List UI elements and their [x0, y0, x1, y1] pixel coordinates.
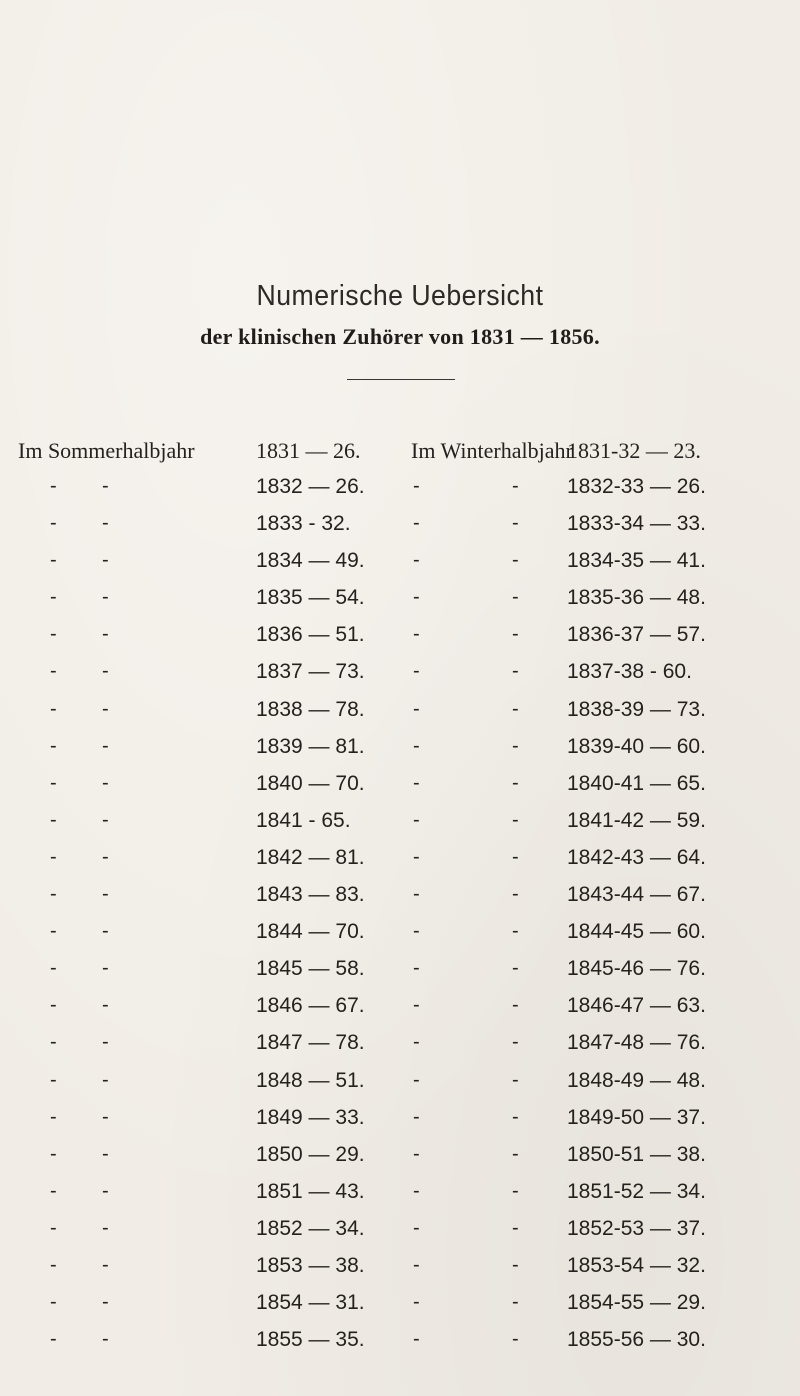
ditto-mark: -	[102, 1328, 109, 1351]
winter-entry: 1833-34 — 33.	[567, 512, 706, 536]
page-title: Numerische Uebersicht	[256, 280, 544, 312]
winter-entry: 1841-42 — 59.	[567, 808, 706, 832]
winter-label: Im Winterhalbjahr	[411, 438, 573, 463]
page-subtitle: der klinischen Zuhörer von 1831 — 1856.	[200, 324, 600, 349]
summer-entry: 1843 — 83.	[256, 883, 365, 907]
ditto-mark: -	[512, 1142, 519, 1165]
ditto-mark: -	[102, 1105, 109, 1128]
ditto-mark: -	[512, 1291, 519, 1314]
summer-entry: 1846 — 67.	[256, 994, 365, 1018]
ditto-mark: -	[50, 957, 57, 980]
ditto-mark: -	[102, 1142, 109, 1165]
ditto-mark: -	[102, 549, 109, 572]
ditto-mark: -	[50, 623, 57, 646]
summer-entry: 1836 — 51.	[256, 623, 365, 647]
ditto-mark: -	[50, 512, 57, 535]
table-row	[0, 1180, 800, 1217]
ditto-mark: -	[102, 1253, 109, 1276]
ditto-mark: -	[102, 1179, 109, 1202]
summer-entry: 1848 — 51.	[256, 1068, 365, 1092]
winter-entry: 1852-53 — 37.	[567, 1216, 706, 1240]
ditto-mark: -	[50, 549, 57, 572]
ditto-mark: -	[50, 1031, 57, 1054]
ditto-mark: -	[512, 1179, 519, 1202]
ditto-mark: -	[413, 660, 420, 683]
table-row	[0, 475, 800, 512]
ditto-mark: -	[512, 512, 519, 535]
ditto-mark: -	[102, 1031, 109, 1054]
table-row	[0, 1106, 800, 1143]
table-row	[0, 1143, 800, 1180]
ditto-mark: -	[50, 1253, 57, 1276]
ditto-mark: -	[413, 1328, 420, 1351]
table-row	[0, 772, 800, 809]
summer-entry: 1847 — 78.	[256, 1031, 365, 1055]
ditto-mark: -	[50, 1216, 57, 1239]
summer-entry: 1832 — 26.	[256, 475, 365, 498]
ditto-mark: -	[413, 771, 420, 794]
summer-entry: 1852 — 34.	[256, 1216, 365, 1240]
ditto-mark: -	[512, 1328, 519, 1351]
summer-entry: 1845 — 58.	[256, 957, 365, 981]
winter-entry: 1846-47 — 63.	[567, 994, 706, 1018]
ditto-mark: -	[50, 660, 57, 683]
winter-entry: 1854-55 — 29.	[567, 1291, 706, 1315]
table-row	[0, 1291, 800, 1328]
winter-entry: 1848-49 — 48.	[567, 1068, 706, 1092]
ditto-mark: -	[512, 883, 519, 906]
ditto-mark: -	[50, 1291, 57, 1314]
summer-entry: 1842 — 81.	[256, 845, 365, 869]
winter-entry: 1842-43 — 64.	[567, 845, 706, 869]
ditto-mark: -	[512, 845, 519, 868]
ditto-mark: -	[50, 883, 57, 906]
table-row	[0, 957, 800, 994]
ditto-mark: -	[413, 1068, 420, 1091]
ditto-mark: -	[50, 586, 57, 609]
ditto-mark: -	[102, 697, 109, 720]
table-row	[0, 1069, 800, 1106]
ditto-mark: -	[413, 512, 420, 535]
summer-entry: 1850 — 29.	[256, 1142, 365, 1166]
table-row	[0, 735, 800, 772]
ditto-mark: -	[413, 586, 420, 609]
table-row	[0, 1031, 800, 1068]
summer-entry: 1839 — 81.	[256, 734, 365, 758]
ditto-mark: -	[413, 808, 420, 831]
ditto-mark: -	[512, 1253, 519, 1276]
ditto-mark: -	[413, 1291, 420, 1314]
ditto-mark: -	[512, 1216, 519, 1239]
winter-entry: 1832-33 — 26.	[567, 475, 706, 498]
summer-entry: 1837 — 73.	[256, 660, 365, 684]
ditto-mark: -	[50, 697, 57, 720]
winter-entry: 1834-35 — 41.	[567, 549, 706, 573]
ditto-mark: -	[512, 660, 519, 683]
winter-entry: 1851-52 — 34.	[567, 1179, 706, 1203]
winter-entry: 1845-46 — 76.	[567, 957, 706, 981]
title-divider	[347, 379, 455, 380]
winter-entry: 1835-36 — 48.	[567, 586, 706, 610]
winter-entry: 1837-38 - 60.	[567, 660, 692, 684]
winter-entry: 1847-48 — 76.	[567, 1031, 706, 1055]
ditto-mark: -	[512, 623, 519, 646]
table-row	[0, 512, 800, 549]
winter-entry: 1844-45 — 60.	[567, 920, 706, 944]
summer-entry: 1835 — 54.	[256, 586, 365, 610]
winter-entry: 1855-56 — 30.	[567, 1328, 706, 1352]
table-row	[0, 586, 800, 623]
summer-entry: 1855 — 35.	[256, 1328, 365, 1352]
ditto-mark: -	[413, 1105, 420, 1128]
ditto-mark: -	[102, 660, 109, 683]
ditto-mark: -	[512, 697, 519, 720]
table-row	[0, 698, 800, 735]
table-row	[0, 883, 800, 920]
ditto-mark: -	[512, 771, 519, 794]
ditto-mark: -	[102, 920, 109, 943]
ditto-mark: -	[102, 1216, 109, 1239]
summer-entry: 1833 - 32.	[256, 512, 351, 536]
winter-entry: 1836-37 — 57.	[567, 623, 706, 647]
summer-entry: 1838 — 78.	[256, 697, 365, 721]
ditto-mark: -	[413, 845, 420, 868]
ditto-mark: -	[50, 1105, 57, 1128]
ditto-mark: -	[512, 586, 519, 609]
ditto-mark: -	[512, 994, 519, 1017]
ditto-mark: -	[102, 957, 109, 980]
winter-entry: 1853-54 — 32.	[567, 1253, 706, 1277]
ditto-mark: -	[102, 994, 109, 1017]
summer-entry: 1851 — 43.	[256, 1179, 365, 1203]
ditto-mark: -	[413, 1142, 420, 1165]
ditto-mark: -	[413, 994, 420, 1017]
table-row	[0, 623, 800, 660]
ditto-mark: -	[50, 1179, 57, 1202]
ditto-mark: -	[50, 1142, 57, 1165]
summer-entry: 1844 — 70.	[256, 920, 365, 944]
ditto-mark: -	[512, 1105, 519, 1128]
ditto-mark: -	[413, 1179, 420, 1202]
ditto-mark: -	[102, 883, 109, 906]
winter-first-entry: 1831-32 — 23.	[567, 438, 701, 463]
summer-entry: 1853 — 38.	[256, 1253, 365, 1277]
winter-entry: 1838-39 — 73.	[567, 697, 706, 721]
ditto-mark: -	[50, 808, 57, 831]
table-row	[0, 1254, 800, 1291]
ditto-mark: -	[413, 1031, 420, 1054]
ditto-mark: -	[512, 920, 519, 943]
ditto-mark: -	[50, 1068, 57, 1091]
ditto-mark: -	[413, 734, 420, 757]
ditto-mark: -	[102, 1068, 109, 1091]
ditto-mark: -	[50, 734, 57, 757]
ditto-mark: -	[512, 957, 519, 980]
winter-entry: 1839-40 — 60.	[567, 734, 706, 758]
table-row	[0, 846, 800, 883]
ditto-mark: -	[413, 475, 420, 497]
ditto-mark: -	[413, 920, 420, 943]
ditto-mark: -	[413, 883, 420, 906]
ditto-mark: -	[102, 586, 109, 609]
summer-first-entry: 1831 — 26.	[256, 438, 361, 463]
ditto-mark: -	[50, 1328, 57, 1351]
summer-entry: 1854 — 31.	[256, 1291, 365, 1315]
ditto-mark: -	[102, 845, 109, 868]
ditto-mark: -	[50, 771, 57, 794]
summer-entry: 1840 — 70.	[256, 771, 365, 795]
summer-entry: 1849 — 33.	[256, 1105, 365, 1129]
ditto-mark: -	[102, 623, 109, 646]
table-row	[0, 549, 800, 586]
table-row	[0, 1328, 800, 1365]
ditto-mark: -	[512, 549, 519, 572]
winter-entry: 1850-51 — 38.	[567, 1142, 706, 1166]
table-row	[0, 809, 800, 846]
ditto-mark: -	[413, 697, 420, 720]
table-row	[0, 994, 800, 1031]
ditto-mark: -	[50, 920, 57, 943]
ditto-mark: -	[413, 623, 420, 646]
winter-entry: 1843-44 — 67.	[567, 883, 706, 907]
table-row	[0, 660, 800, 697]
ditto-mark: -	[102, 734, 109, 757]
ditto-mark: -	[50, 994, 57, 1017]
ditto-mark: -	[512, 734, 519, 757]
winter-entry: 1840-41 — 65.	[567, 771, 706, 795]
ditto-mark: -	[413, 957, 420, 980]
ditto-mark: -	[512, 1068, 519, 1091]
ditto-mark: -	[512, 1031, 519, 1054]
ditto-mark: -	[50, 845, 57, 868]
ditto-mark: -	[102, 771, 109, 794]
table-row	[0, 1217, 800, 1254]
ditto-mark: -	[413, 1216, 420, 1239]
ditto-mark: -	[102, 475, 109, 497]
enrollment-table	[0, 475, 800, 1365]
ditto-mark: -	[50, 475, 57, 497]
ditto-mark: -	[102, 512, 109, 535]
ditto-mark: -	[512, 808, 519, 831]
summer-entry: 1841 - 65.	[256, 808, 351, 832]
ditto-mark: -	[413, 549, 420, 572]
ditto-mark: -	[512, 475, 519, 497]
ditto-mark: -	[102, 808, 109, 831]
ditto-mark: -	[102, 1291, 109, 1314]
winter-entry: 1849-50 — 37.	[567, 1105, 706, 1129]
ditto-mark: -	[413, 1253, 420, 1276]
summer-label: Im Sommerhalbjahr	[18, 438, 195, 463]
table-row	[0, 920, 800, 957]
summer-entry: 1834 — 49.	[256, 549, 365, 573]
